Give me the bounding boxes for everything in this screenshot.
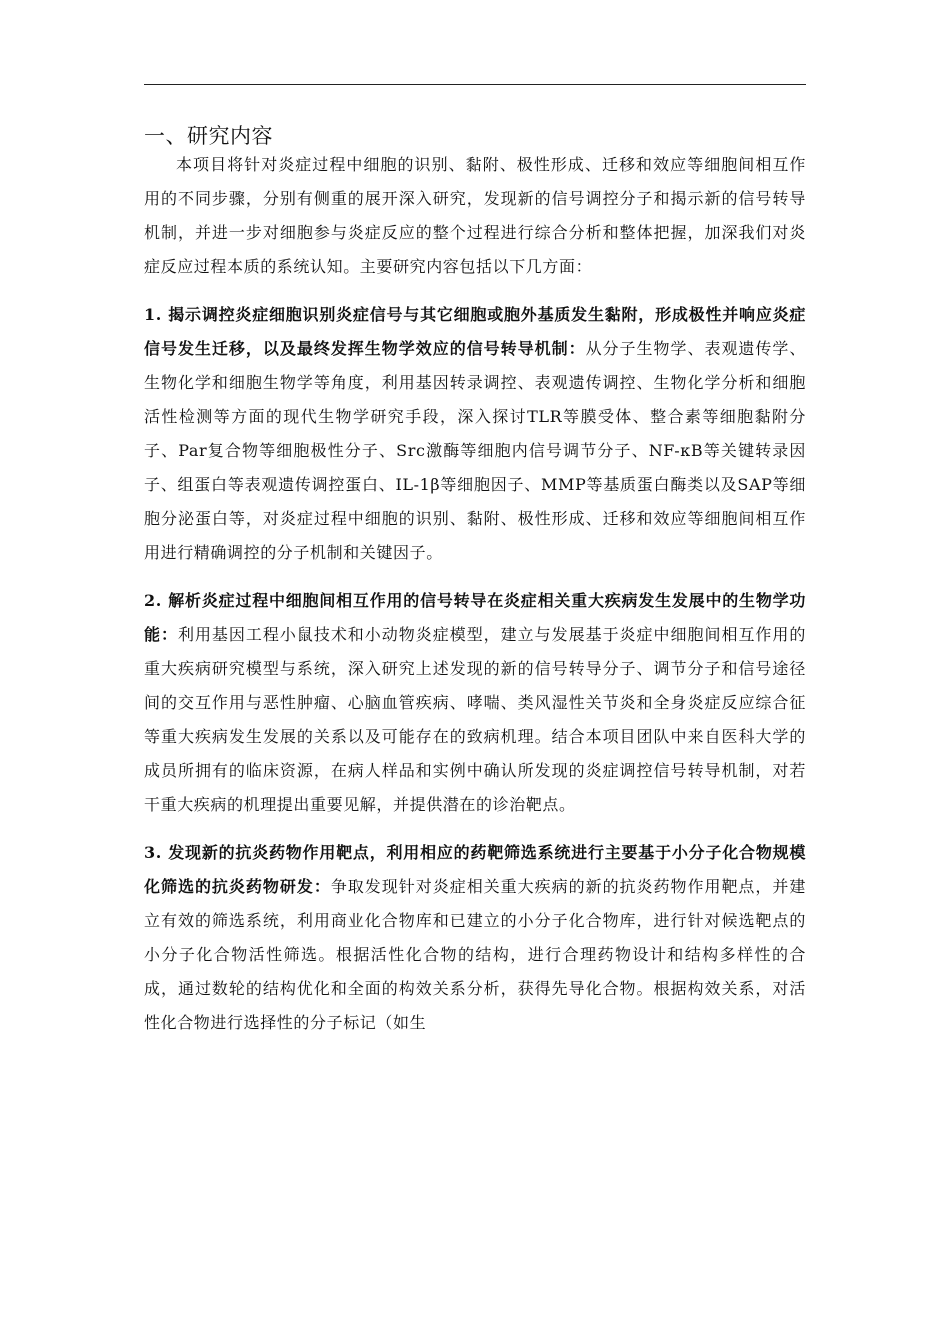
intro-paragraph: 本项目将针对炎症过程中细胞的识别、黏附、极性形成、迁移和效应等细胞间相互作用的不同步骤，分别有侧重的展开深入研究，发现新的信号调控分子和揭示新的信号转导机制，并进一步对细胞参与炎症反应的整个过程进行综合分析和整体把握，加深我们对炎症反应过程本质的系统认知。主要研究内容包括以下几方面： xyxy=(144,155,806,276)
research-item-2-title: 2. 解析炎症过程中细胞间相互作用的信号转导在炎症相关重大疾病发生发展中的生物学功能： xyxy=(144,591,806,644)
research-item-3-title: 3. 发现新的抗炎药物作用靶点，利用相应的药靶筛选系统进行主要基于小分子化合物规模化筛选的抗炎药物研发： xyxy=(144,843,806,896)
research-item-1-body: 从分子生物学、表观遗传学、生物化学和细胞生物学等角度，利用基因转录调控、表观遗传调控、生物化学分析和细胞活性检测等方面的现代生物学研究手段，深入探讨TLR等膜受体、整合素等细胞黏附分子、Par复合物等细胞极性分子、Src激酶等细胞内信号调节分子、NF-κB等关键转录因子、组蛋白等表观遗传调控蛋白、IL-1β等细胞因子、MMP等基质蛋白酶类以及SAP等细胞分泌蛋白等，对炎症过程中细胞的识别、黏附、极性形成、迁移和效应等细胞间相互作用进行精确调控的分子机制和关键因子。 xyxy=(144,339,806,562)
header-rule xyxy=(144,84,806,85)
section-heading: 一、研究内容 xyxy=(144,124,273,148)
research-item-2 xyxy=(144,584,806,822)
research-item-1-title: 1. 揭示调控炎症细胞识别炎症信号与其它细胞或胞外基质发生黏附，形成极性并响应炎症信号发生迁移，以及最终发挥生物学效应的信号转导机制： xyxy=(144,305,806,358)
research-item-3 xyxy=(144,836,806,1040)
document-body xyxy=(144,118,806,1040)
research-item-1 xyxy=(144,298,806,570)
research-item-3-body: 争取发现针对炎症相关重大疾病的新的抗炎药物作用靶点，并建立有效的筛选系统，利用商业化合物库和已建立的小分子化合物库，进行针对候选靶点的小分子化合物活性筛选。根据活性化合物的结构，进行合理药物设计和结构多样性的合成，通过数轮的结构优化和全面的构效关系分析，获得先导化合物。根据构效关系，对活性化合物进行选择性的分子标记（如生 xyxy=(144,877,806,1032)
research-item-2-body: 利用基因工程小鼠技术和小动物炎症模型，建立与发展基于炎症中细胞间相互作用的重大疾病研究模型与系统，深入研究上述发现的新的信号转导分子、调节分子和信号途径间的交互作用与恶性肿瘤、心脑血管疾病、哮喘、类风湿性关节炎和全身炎症反应综合征等重大疾病发生发展的关系以及可能存在的致病机理。结合本项目团队中来自医科大学的成员所拥有的临床资源，在病人样品和实例中确认所发现的炎症调控信号转导机制，对若干重大疾病的机理提出重要见解，并提供潜在的诊治靶点。 xyxy=(144,625,806,814)
